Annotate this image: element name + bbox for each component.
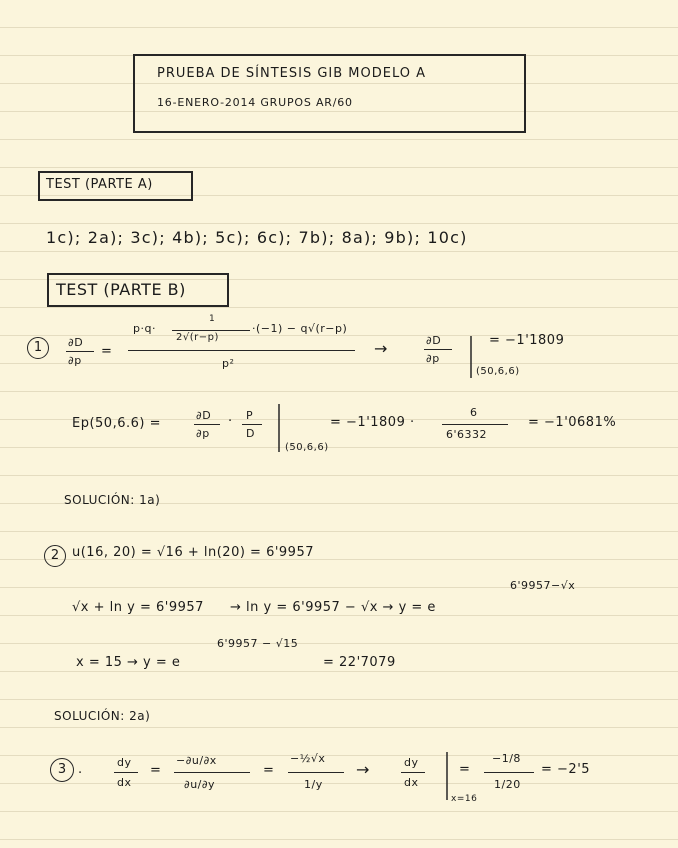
q2-line2a: √x + ln y = 6'9957	[72, 600, 204, 615]
q3-eq3: =	[459, 762, 471, 777]
question-1-number: 1	[27, 337, 49, 359]
q3-f3-num: −1/8	[492, 752, 521, 765]
q1-res-eval: (50,6,6)	[476, 366, 520, 377]
question-3-number: 3	[50, 758, 74, 782]
q3-r-den: dx	[404, 776, 419, 789]
q1-ep-dot: ·	[228, 414, 233, 429]
q1-ep-eval: (50,6,6)	[285, 442, 329, 453]
q3-eq2: =	[263, 763, 275, 778]
q3-f3-den: 1/20	[494, 778, 521, 791]
test-b-title: TEST (PARTE B)	[56, 280, 186, 299]
q1-ep-f2-den: D	[246, 427, 255, 440]
q1-ep-lhs: Ep(50,6.6) =	[72, 416, 161, 431]
q3-result: = −2'5	[541, 762, 591, 777]
q1-numerator-start: p·q·	[133, 322, 156, 335]
q1-res-value: = −1'1809	[489, 333, 565, 348]
q1-ep-mid: = −1'1809 ·	[330, 415, 415, 430]
header-title: PRUEBA DE SÍNTESIS GIB MODELO A	[157, 66, 427, 81]
q1-res-num: ∂D	[426, 334, 442, 347]
header-date-groups: 16-ENERO-2014 GRUPOS AR/60	[157, 96, 353, 109]
q3-f2-den: 1/y	[304, 778, 323, 791]
q1-arrow: →	[374, 339, 388, 358]
q1-res-den: ∂p	[426, 352, 440, 365]
q2-line2b: → ln y = 6'9957 − √x → y = e	[230, 600, 436, 615]
q1-lhs-den: ∂p	[68, 354, 82, 367]
q1-ep-f2-num: P	[246, 409, 254, 422]
q1-inner-den: 2√(r−p)	[176, 332, 219, 343]
q3-arrow: →	[356, 760, 370, 779]
q3-f1-num: −∂u/∂x	[176, 754, 217, 767]
q1-ep-f1-num: ∂D	[196, 409, 212, 422]
test-a-title: TEST (PARTE A)	[46, 177, 153, 192]
q1-equals: =	[101, 344, 113, 359]
q1-ep-result: = −1'0681%	[528, 415, 617, 430]
q3-eval: x=16	[451, 794, 478, 804]
q3-r-num: dy	[404, 756, 419, 769]
q2-line1: u(16, 20) = √16 + ln(20) = 6'9957	[72, 545, 314, 560]
q1-inner-num: 1	[209, 314, 216, 324]
q2-line2-exp: 6'9957−√x	[510, 579, 576, 592]
q3-dx: dx	[117, 776, 132, 789]
q2-line3a: x = 15 → y = e	[76, 655, 181, 670]
q1-ep-f3-den: 6'6332	[446, 428, 488, 441]
question-2-number: 2	[44, 545, 66, 567]
q2-solution: SOLUCIÓN: 2a)	[54, 709, 151, 723]
q3-dy: dy	[117, 756, 132, 769]
q1-ep-f3-num: 6	[470, 406, 478, 419]
q2-line3-exp: 6'9957 − √15	[217, 637, 299, 650]
q3-f2-num: −½√x	[290, 752, 326, 765]
q1-numerator-rest: ·(−1) − q√(r−p)	[252, 322, 348, 335]
q3-period: .	[78, 762, 83, 777]
q1-ep-f1-den: ∂p	[196, 427, 210, 440]
q1-solution: SOLUCIÓN: 1a)	[64, 493, 161, 507]
q3-f1-den: ∂u/∂y	[184, 778, 216, 791]
q1-lhs-num: ∂D	[68, 336, 84, 349]
q2-line3b: = 22'7079	[323, 655, 396, 670]
q3-eq1: =	[150, 763, 162, 778]
test-a-answers: 1c); 2a); 3c); 4b); 5c); 6c); 7b); 8a); 9b); 10c)	[46, 228, 468, 247]
q1-denominator: p²	[222, 357, 235, 370]
